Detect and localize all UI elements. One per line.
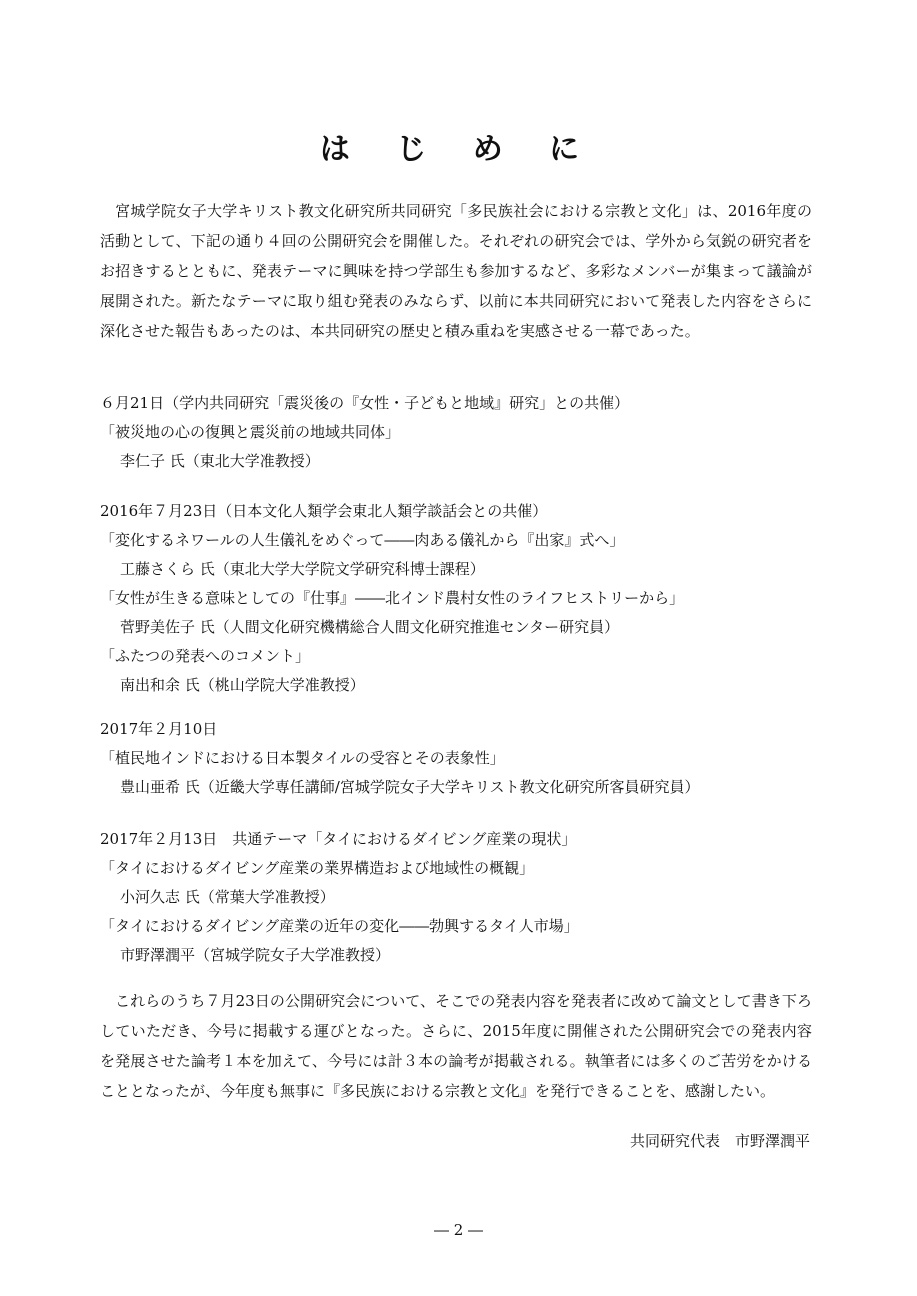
talk-title: 「変化するネワールの人生儀礼をめぐって――肉ある儀礼から『出家』式へ」 [100,531,625,549]
event-header: 2016年７月23日（日本文化人類学会東北人類学談話会との共催） [100,502,548,520]
talk-title: 「タイにおけるダイビング産業の業界構造および地域性の概観」 [100,859,535,877]
event-block-3 [100,715,840,802]
event-block-4 [100,825,840,970]
page-title: は じ め に [319,132,598,167]
talk-title: 「植民地インドにおける日本製タイルの受容とその表象性」 [100,749,505,767]
talk-title: 「女性が生きる意味としての『仕事』――北インド農村女性のライフヒストリーから」 [100,589,685,607]
talk-title: 「タイにおけるダイビング産業の近年の変化――勃興するタイ人市場」 [100,917,579,935]
event-header: 2017年２月10日 [100,720,218,738]
event-block-1 [100,389,840,476]
speaker-line: 工藤さくら 氏（東北大学大学院文学研究科博士課程） [120,560,485,578]
closing-paragraph: これらのうち７月23日の公開研究会について、そこでの発表内容を発表者に改めて論文として書き下ろしていただき、今号に掲載する運びとなった。さらに、2015年度に開催された公開研究会での発表内容を発展させた論考１本を加えて、今号には計３本の論考が掲載される。執筆者には多くのご苦労をかけることとなったが、今年度も無事に『多民族における宗教と文化』を発行できることを、感謝したい。 [100,992,812,1100]
page-number: ― 2 ― [433,1221,484,1239]
speaker-line: 市野澤潤平（宮城学院女子大学准教授） [120,946,391,964]
event-block-2 [100,497,840,700]
speaker-line: 小河久志 氏（常葉大学准教授） [120,888,335,906]
intro-paragraph: 宮城学院女子大学キリスト教文化研究所共同研究「多民族社会における宗教と文化」は、2016年度の活動として、下記の通り４回の公開研究会を開催した。それぞれの研究会では、学外から気鋭の研究者をお招きするとともに、発表テーマに興味を持つ学部生も参加するなど、多彩なメンバーが集まって議論が展開された。新たなテーマに取り組む発表のみならず、以前に本共同研究において発表した内容をさらに深化させた報告もあったのは、本共同研究の歴史と積み重ねを実感させる一幕であった。 [100,202,812,340]
event-header: ６月21日（学内共同研究「震災後の『女性・子どもと地域』研究」との共催） [100,394,630,412]
speaker-line: 豊山亜希 氏（近畿大学専任講師/宮城学院女子大学キリスト教文化研究所客員研究員） [120,778,700,796]
speaker-line: 李仁子 氏（東北大学准教授） [120,452,320,470]
speaker-line: 菅野美佐子 氏（人間文化研究機構総合人間文化研究推進センター研究員） [120,618,620,636]
event-header: 2017年２月13日 共通テーマ「タイにおけるダイビング産業の現状」 [100,830,577,848]
talk-title: 「ふたつの発表へのコメント」 [100,647,311,665]
signature: 共同研究代表 市野澤潤平 [629,1132,810,1150]
speaker-line: 南出和余 氏（桃山学院大学准教授） [120,676,365,694]
talk-title: 「被災地の心の復興と震災前の地域共同体」 [100,423,401,441]
